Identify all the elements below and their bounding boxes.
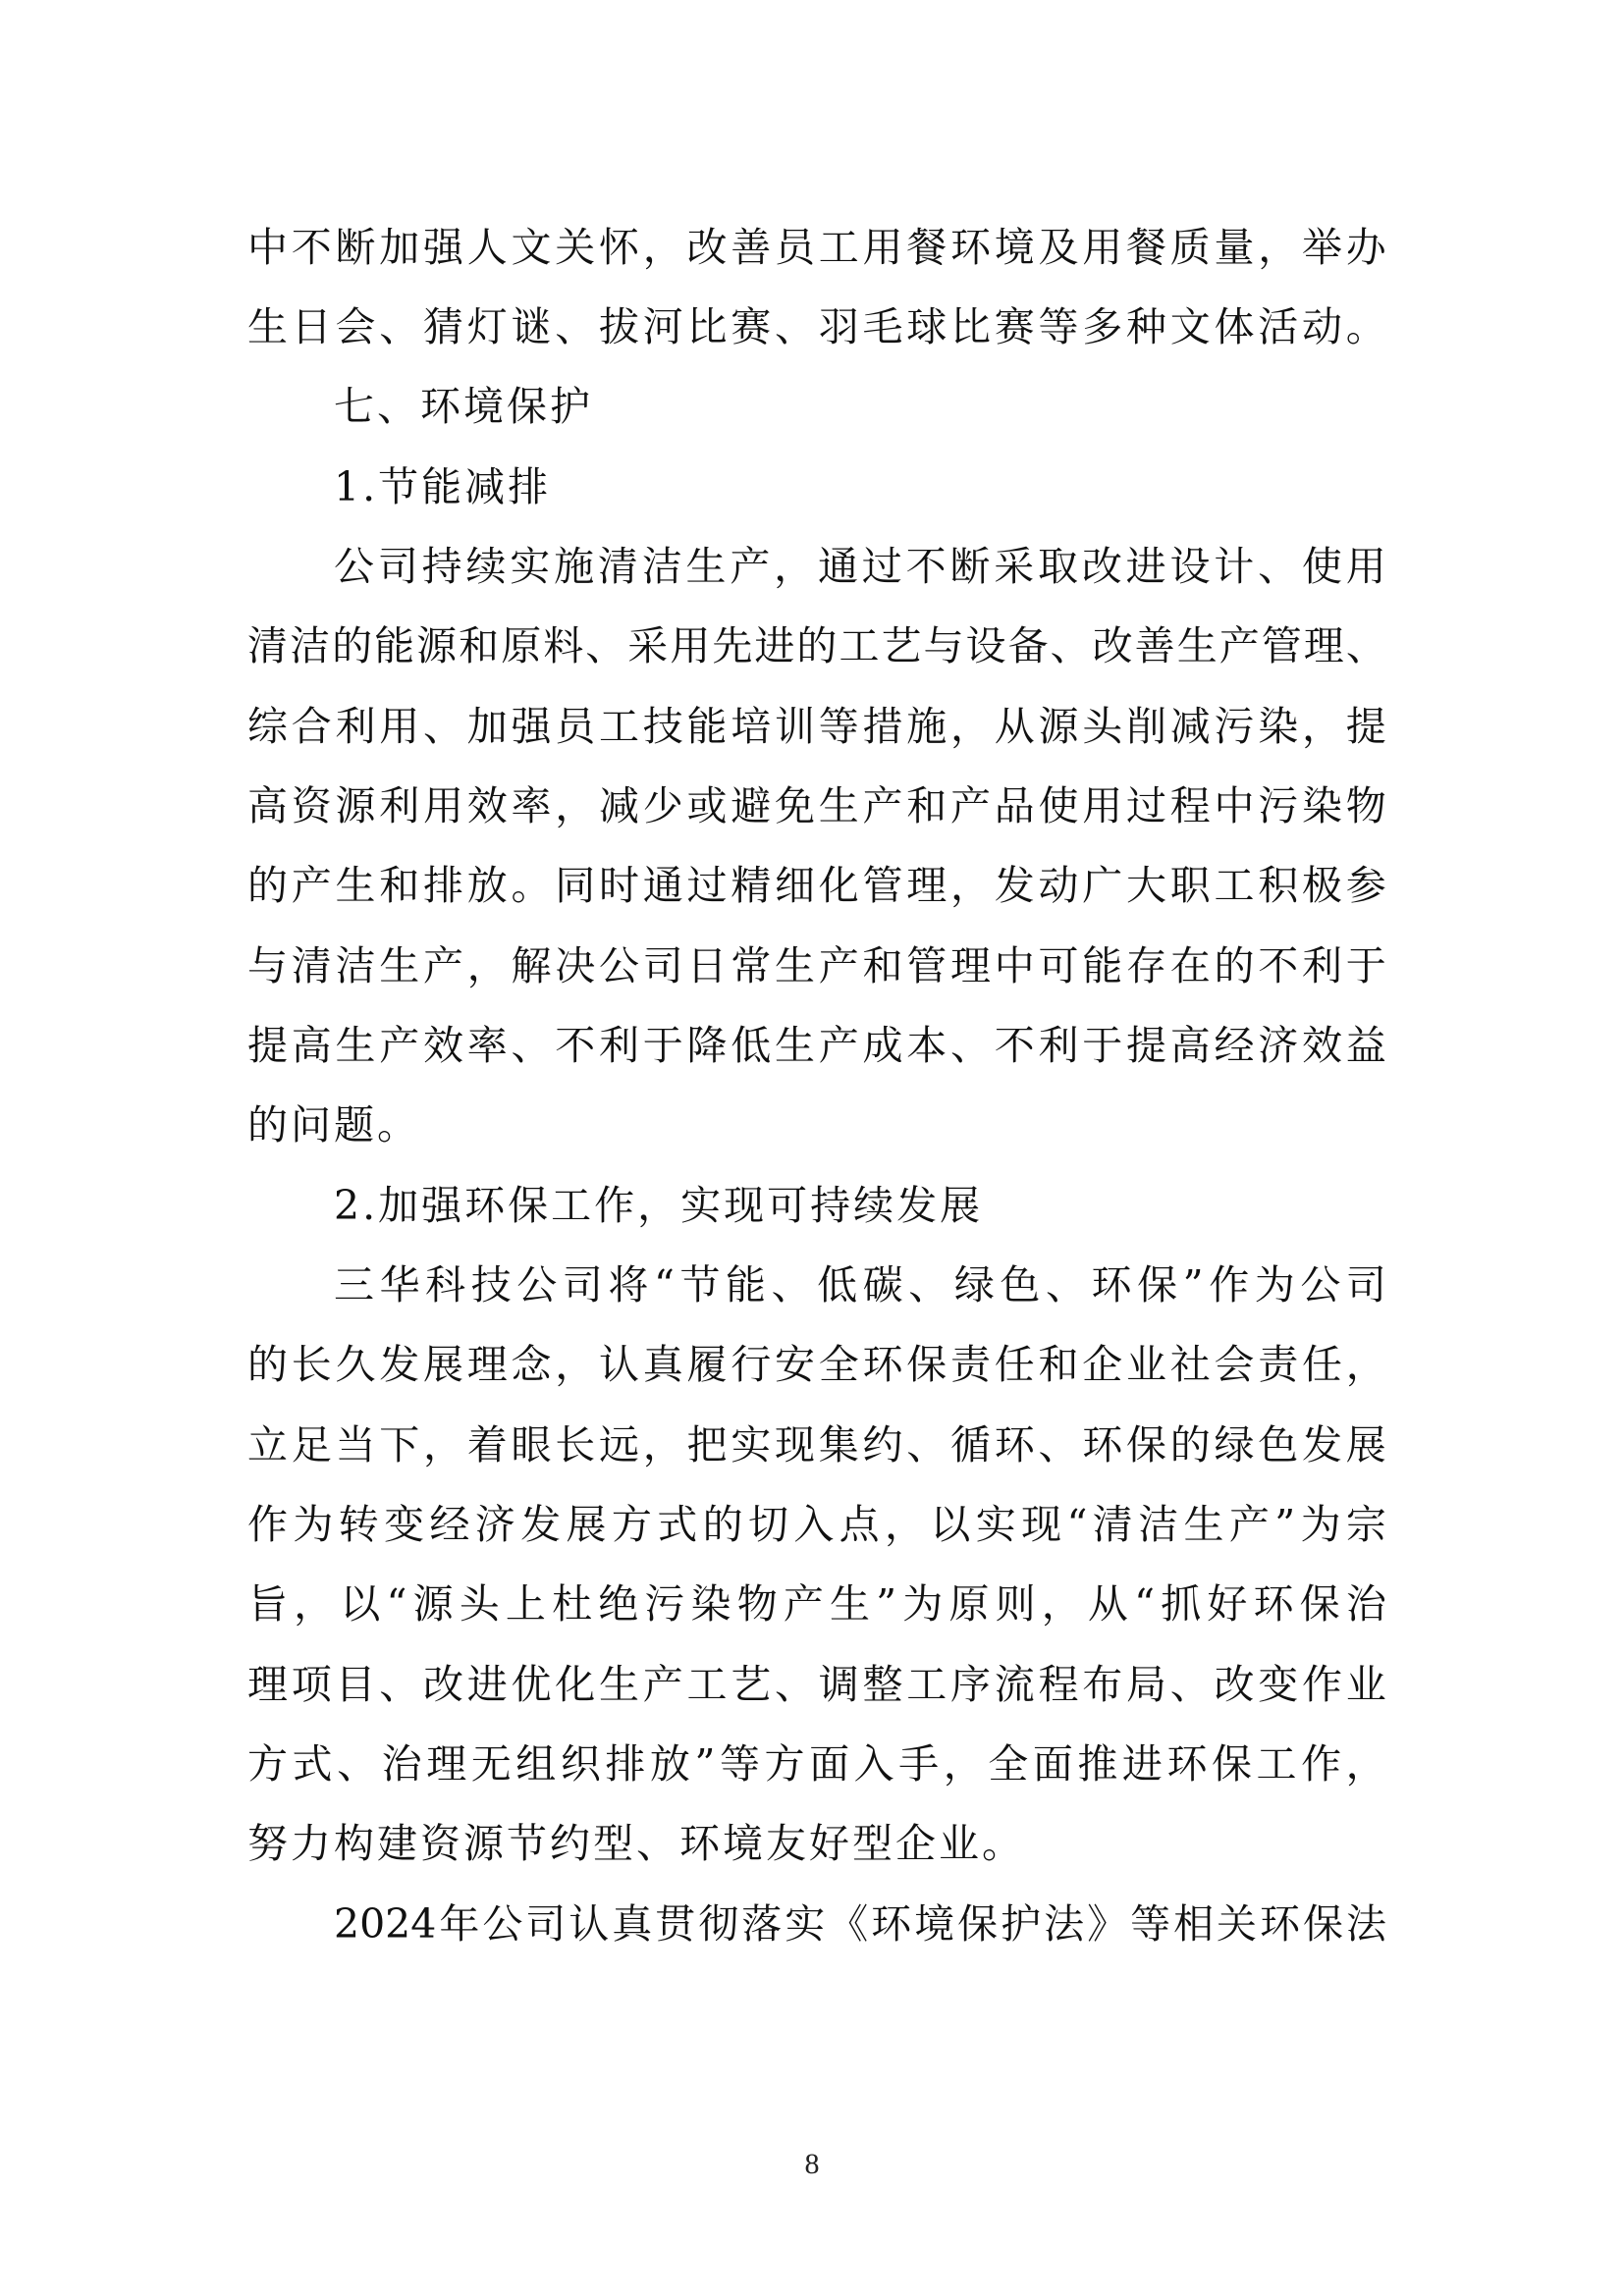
body-text-line: 理 项 目 、 改 进 优 化 生 产 工 艺 、 调 整 工 序 流 程 布 局 、 改 变 作 业 [247, 1661, 1386, 1708]
body-text-line: 的 长 久 发 展 理 念 ， 认 真 履 行 安 全 环 保 责 任 和 企 业 社 会 责 任 ， [247, 1341, 1386, 1388]
body-text-line: 综 合 利 用 、 加 强 员 工 技 能 培 训 等 措 施 ， 从 源 头 削 减 污 染 ， 提 [247, 703, 1386, 750]
body-text-line: 旨 ， 以 “ 源 头 上 杜 绝 污 染 物 产 生 ” 为 原 则 ， 从 “ 抓 好 环 保 治 [247, 1580, 1386, 1628]
subsection-heading: 1.节能减排 [334, 463, 552, 510]
body-text-line: 的问题。 [247, 1101, 420, 1148]
body-text-line: 提 高 生 产 效 率 、 不 利 于 降 低 生 产 成 本 、 不 利 于 提 高 经 济 效 益 [247, 1022, 1386, 1069]
body-text-line: 生 日 会 、 猜 灯 谜 、 拔 河 比 赛 、 羽 毛 球 比 赛 等 多 种 文 体 活 动 。 [247, 303, 1386, 350]
page-number: 8 [804, 2148, 820, 2180]
body-text-line: 的 产 生 和 排 放 。 同 时 通 过 精 细 化 管 理 ， 发 动 广 大 职 工 积 极 参 [247, 862, 1386, 909]
body-text-line: 作 为 转 变 经 济 发 展 方 式 的 切 入 点 ， 以 实 现 “ 清 洁 生 产 ” 为 宗 [247, 1501, 1386, 1548]
body-text-line: 2024 年 公 司 认 真 贯 彻 落 实 《 环 境 保 护 法 》 等 相 关 环 保 法 [334, 1900, 1386, 1948]
body-text-line: 高 资 源 利 用 效 率 ， 减 少 或 避 免 生 产 和 产 品 使 用 过 程 中 污 染 物 [247, 782, 1386, 829]
body-text-line: 方 式 、 治 理 无 组 织 排 放 ” 等 方 面 入 手 ， 全 面 推 进 环 保 工 作 ， [247, 1740, 1386, 1788]
body-text-line: 中 不 断 加 强 人 文 关 怀 ， 改 善 员 工 用 餐 环 境 及 用 餐 质 量 ， 举 办 [247, 224, 1386, 271]
body-text-line: 清 洁 的 能 源 和 原 料 、 采 用 先 进 的 工 艺 与 设 备 、 改 善 生 产 管 理 、 [247, 622, 1386, 669]
body-text-line: 公 司 持 续 实 施 清 洁 生 产 ， 通 过 不 断 采 取 改 进 设 计 、 使 用 [334, 543, 1386, 590]
subsection-heading: 2.加强环保工作，实现可持续发展 [334, 1182, 984, 1229]
section-heading: 七、环境保护 [334, 383, 593, 430]
body-text-line: 与 清 洁 生 产 ， 解 决 公 司 日 常 生 产 和 管 理 中 可 能 存 在 的 不 利 于 [247, 942, 1386, 989]
body-text-line: 三 华 科 技 公 司 将 “ 节 能 、 低 碳 、 绿 色 、 环 保 ” 作 为 公 司 [334, 1261, 1386, 1308]
body-text-line: 努力构建资源节约型、环境友好型企业。 [247, 1820, 1025, 1867]
body-text-line: 立 足 当 下 ， 着 眼 长 远 ， 把 实 现 集 约 、 循 环 、 环 保 的 绿 色 发 展 [247, 1421, 1386, 1468]
